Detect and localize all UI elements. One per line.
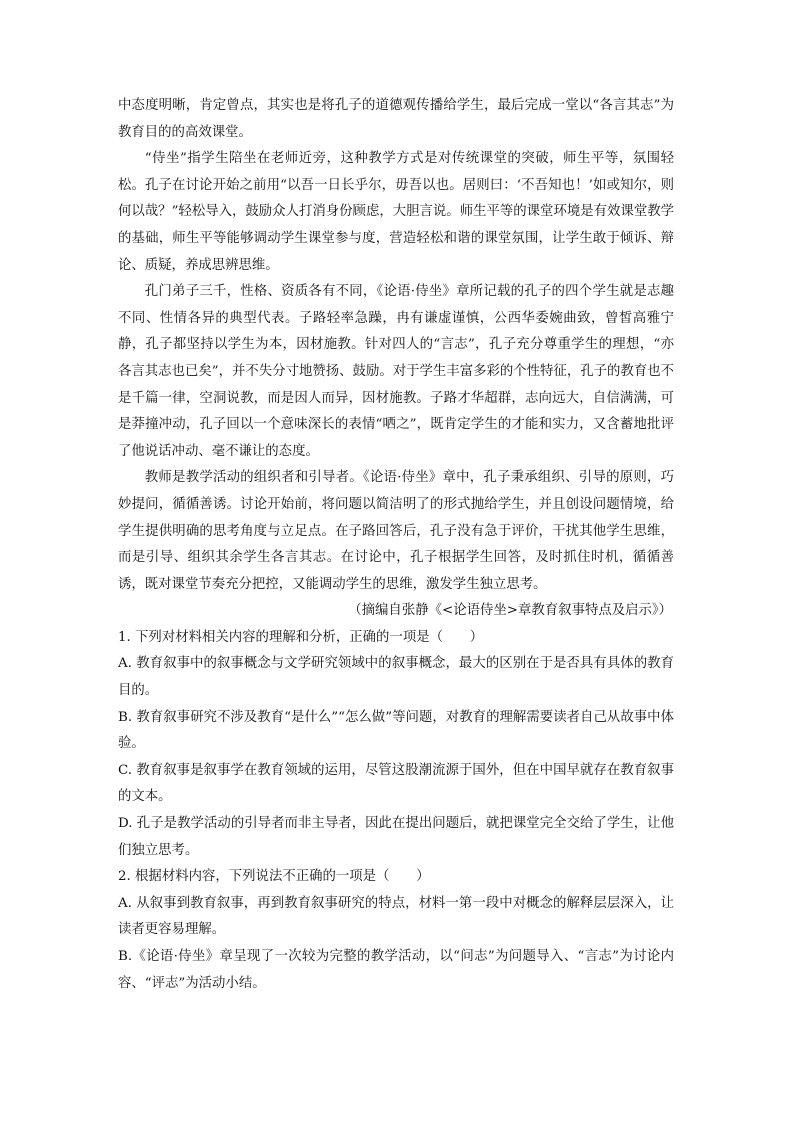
- document-page: [118, 93, 674, 997]
- passage-paragraph-1: 中态度明晰，肯定曾点，其实也是将孔子的道德观传播给学生，最后完成一堂以“各言其志”为教育目的的高效课堂。: [118, 98, 674, 140]
- question-1-option-a: A. 教育叙事中的叙事概念与文学研究领域中的叙事概念，最大的区别在于是否具有具体的教育目的。: [118, 656, 674, 699]
- question-2-option-b: B.《论语·侍坐》章呈现了一次较为完整的教学活动，以“问志”为问题导入、“言志”为讨论内容、“评志”为活动小结。: [118, 949, 674, 991]
- question-1-option-c: C. 教育叙事是叙事学在教育领域的运用，尽管这股潮流源于国外，但在中国早就存在教育叙事的文本。: [118, 762, 674, 805]
- question-2-option-a: A. 从叙事到教育叙事，再到教育叙事研究的特点，材料一第一段中对概念的解释层层深入，让读者更容易理解。: [118, 895, 674, 938]
- question-2-stem: 2. 根据材料内容，下列说法不正确的一项是（ ）: [118, 869, 430, 885]
- source-citation: （摘编自张静《<论语侍坐>章教育叙事特点及启示》）: [348, 603, 672, 619]
- passage-paragraph-3: 孔门弟子三千，性格、资质各有不同，《论语·侍坐》章所记载的孔子的四个学生就是志趣不同、性情各异的典型代表。子路轻率急躁，冉有谦虚谨慎，公西华委婉曲致，曾皙高雅宁静，孔子都坚持以学生为本，因材施教。针对四人的“言志”，孔子充分尊重学生的理想，“亦各言其志也已矣”，并不失分寸地赞扬、鼓励。对于学生丰富多彩的个性特征，孔子的教育也不是千篇一律，空洞说教，而是因人而异，因材施教。子路才华超群，志向远大，自信满满，可是莽撞冲动，孔子回以一个意味深长的表情“哂之”，既肯定学生的才能和实力，又含蓄地批评了他说话冲动、毫不谦让的态度。: [118, 284, 674, 459]
- question-1-option-d: D. 孔子是教学活动的引导者而非主导者，因此在提出问题后，就把课堂完全交给了学生，让他们独立思考。: [118, 816, 674, 858]
- question-1-stem: 1. 下列对材料相关内容的理解和分析，正确的一项是（ ）: [118, 629, 484, 645]
- question-1-option-b: B. 教育叙事研究不涉及教育“是什么”“怎么做”等问题，对教育的理解需要读者自己从故事中体验。: [118, 709, 674, 752]
- passage-paragraph-2: “侍坐”指学生陪坐在老师近旁，这种教学方式是对传统课堂的突破，师生平等，氛围轻松。孔子在讨论开始之前用“以吾一日长乎尔，毋吾以也。居则曰：‘不吾知也！’如或知尔，则何以哉？”轻松导入，鼓励众人打消身份顾虑，大胆言说。师生平等的课堂环境是有效课堂教学的基础，师生平等能够调动学生课堂参与度，营造轻松和谐的课堂氛围，让学生敢于倾诉、辩论、质疑，养成思辨思维。: [118, 151, 674, 273]
- passage-paragraph-4: 教师是教学活动的组织者和引导者。《论语·侍坐》章中，孔子秉承组织、引导的原则，巧妙提问，循循善诱。讨论开始前，将问题以简洁明了的形式抛给学生，并且创设问题情境，给学生提供明确的思考角度与立足点。在子路回答后，孔子没有急于评价，干扰其他学生思维，而是引导、组织其余学生各言其志。在讨论中，孔子根据学生回答，及时抓住时机，循循善诱，既对课堂节奏充分把控，又能调动学生的思维，激发学生独立思考。: [118, 470, 674, 592]
